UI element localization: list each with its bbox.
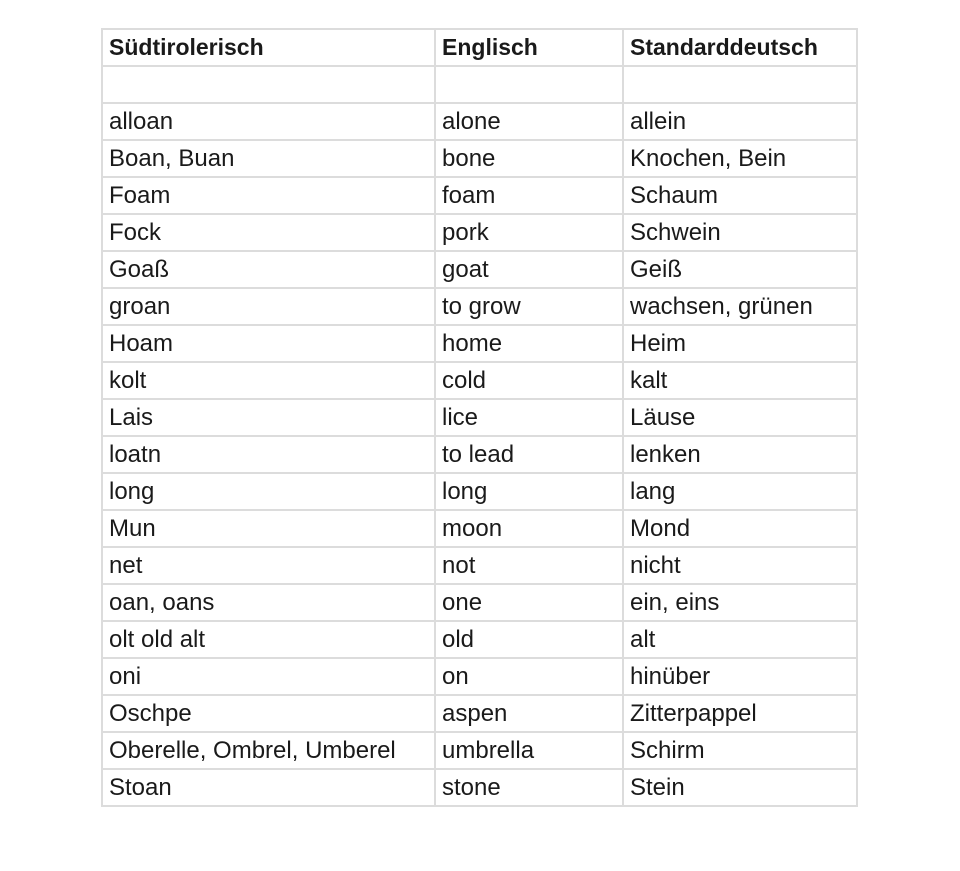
cell-englisch: long: [435, 473, 623, 510]
cell-suedtirolerisch: Lais: [102, 399, 435, 436]
table-row: [102, 584, 857, 621]
table-row: [102, 288, 857, 325]
cell-englisch: home: [435, 325, 623, 362]
cell-suedtirolerisch: Oschpe: [102, 695, 435, 732]
cell-englisch: moon: [435, 510, 623, 547]
cell-englisch: foam: [435, 177, 623, 214]
cell-suedtirolerisch: loatn: [102, 436, 435, 473]
cell-standarddeutsch: Schirm: [623, 732, 857, 769]
cell-englisch: old: [435, 621, 623, 658]
cell-suedtirolerisch: Goaß: [102, 251, 435, 288]
cell-suedtirolerisch: Oberelle, Ombrel, Umberel: [102, 732, 435, 769]
header-suedtirolerisch: Südtirolerisch: [102, 29, 435, 66]
cell-englisch: [435, 66, 623, 103]
table-row: [102, 695, 857, 732]
table-row: [102, 621, 857, 658]
cell-suedtirolerisch: Mun: [102, 510, 435, 547]
cell-standarddeutsch: hinüber: [623, 658, 857, 695]
table-row: [102, 436, 857, 473]
table-row: [102, 177, 857, 214]
cell-standarddeutsch: Knochen, Bein: [623, 140, 857, 177]
table-row: [102, 325, 857, 362]
cell-standarddeutsch: Mond: [623, 510, 857, 547]
cell-englisch: cold: [435, 362, 623, 399]
cell-suedtirolerisch: oni: [102, 658, 435, 695]
cell-englisch: not: [435, 547, 623, 584]
cell-suedtirolerisch: oan, oans: [102, 584, 435, 621]
cell-englisch: umbrella: [435, 732, 623, 769]
cell-suedtirolerisch: [102, 66, 435, 103]
table-row: [102, 769, 857, 806]
header-englisch: Englisch: [435, 29, 623, 66]
cell-standarddeutsch: allein: [623, 103, 857, 140]
cell-standarddeutsch: nicht: [623, 547, 857, 584]
table-row: [102, 66, 857, 103]
table-row: [102, 214, 857, 251]
table-row: [102, 103, 857, 140]
cell-suedtirolerisch: olt old alt: [102, 621, 435, 658]
table-row: [102, 399, 857, 436]
cell-englisch: to grow: [435, 288, 623, 325]
cell-standarddeutsch: Heim: [623, 325, 857, 362]
cell-suedtirolerisch: Boan, Buan: [102, 140, 435, 177]
cell-suedtirolerisch: Stoan: [102, 769, 435, 806]
cell-englisch: one: [435, 584, 623, 621]
cell-englisch: pork: [435, 214, 623, 251]
cell-suedtirolerisch: alloan: [102, 103, 435, 140]
cell-suedtirolerisch: groan: [102, 288, 435, 325]
cell-englisch: to lead: [435, 436, 623, 473]
cell-englisch: on: [435, 658, 623, 695]
cell-standarddeutsch: wachsen, grünen: [623, 288, 857, 325]
table-row: [102, 547, 857, 584]
cell-standarddeutsch: Läuse: [623, 399, 857, 436]
cell-standarddeutsch: Schaum: [623, 177, 857, 214]
cell-englisch: bone: [435, 140, 623, 177]
cell-standarddeutsch: Geiß: [623, 251, 857, 288]
table-row: [102, 362, 857, 399]
cell-englisch: alone: [435, 103, 623, 140]
table-row: [102, 732, 857, 769]
table-row: [102, 658, 857, 695]
table-row: [102, 140, 857, 177]
vocabulary-table: [101, 28, 858, 807]
cell-englisch: goat: [435, 251, 623, 288]
cell-englisch: lice: [435, 399, 623, 436]
cell-englisch: aspen: [435, 695, 623, 732]
cell-suedtirolerisch: long: [102, 473, 435, 510]
header-row: [102, 29, 857, 66]
cell-suedtirolerisch: kolt: [102, 362, 435, 399]
cell-standarddeutsch: Zitterpappel: [623, 695, 857, 732]
cell-suedtirolerisch: Hoam: [102, 325, 435, 362]
header-standarddeutsch: Standarddeutsch: [623, 29, 857, 66]
table-row: [102, 510, 857, 547]
cell-standarddeutsch: Schwein: [623, 214, 857, 251]
cell-englisch: stone: [435, 769, 623, 806]
cell-standarddeutsch: lang: [623, 473, 857, 510]
cell-standarddeutsch: lenken: [623, 436, 857, 473]
cell-suedtirolerisch: Fock: [102, 214, 435, 251]
cell-suedtirolerisch: Foam: [102, 177, 435, 214]
cell-standarddeutsch: Stein: [623, 769, 857, 806]
cell-standarddeutsch: [623, 66, 857, 103]
cell-standarddeutsch: alt: [623, 621, 857, 658]
table-row: [102, 251, 857, 288]
cell-suedtirolerisch: net: [102, 547, 435, 584]
cell-standarddeutsch: ein, eins: [623, 584, 857, 621]
table-row: [102, 473, 857, 510]
cell-standarddeutsch: kalt: [623, 362, 857, 399]
